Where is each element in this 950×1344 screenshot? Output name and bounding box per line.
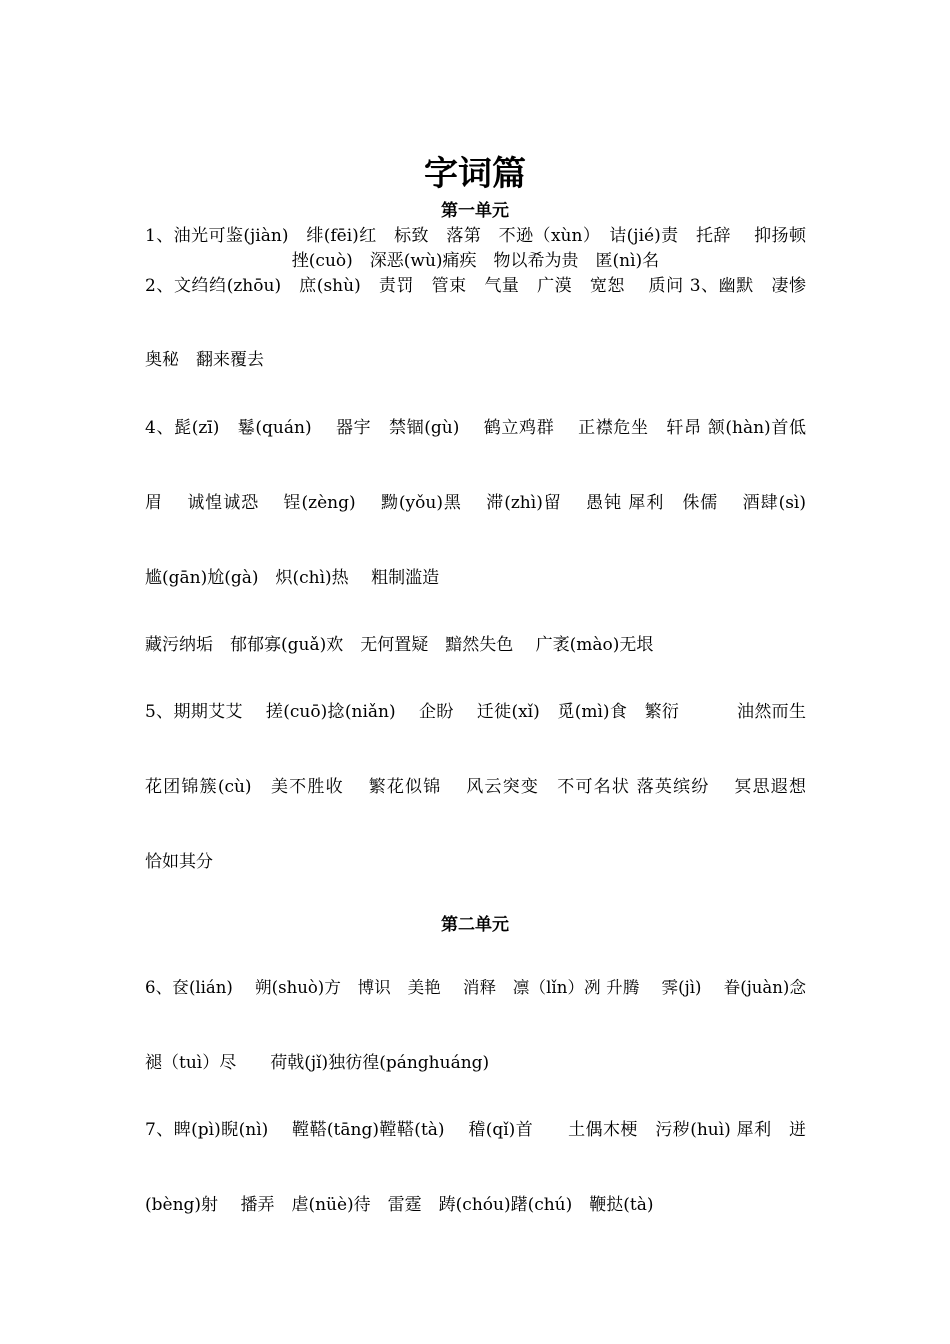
unit-1-line-2: 挫(cuò) 深恶(wù)痛疾 物以希为贵 匿(nì)名 [291,251,660,271]
unit-1-line-10: 花团锦簇(cù) 美不胜收 繁花似锦 风云突变 不可名状 落英缤纷 冥思遐想 [145,777,806,797]
unit-1-heading: 第一单元 [441,201,509,221]
unit-1-line-7: 尴(gān)尬(gà) 炽(chì)热 粗制滥造 [145,568,440,588]
unit-1-line-11: 恰如其分 [145,852,213,872]
unit-2-line-1: 6、奁(lián) 朔(shuò)方 博识 美艳 消释 凛（lǐn）冽 升腾 霁(jì) 眷(juàn)念 [145,978,806,997]
unit-2-heading: 第二单元 [441,915,509,935]
unit-2-line-4: (bèng)射 播弄 虐(nüè)待 雷霆 踌(chóu)躇(chú) 鞭挞(tà) [145,1195,654,1215]
unit-1-line-3: 2、文绉绉(zhōu) 庶(shù) 责罚 管束 气量 广漠 宽恕 质问 3、幽默 凄惨 [145,276,806,296]
unit-1-line-1: 1、油光可鉴(jiàn) 绯(fēi)红 标致 落第 不逊（xùn） 诘(jié)责 托辞 抑扬顿 [145,226,806,246]
unit-1-line-9: 5、期期艾艾 搓(cuō)捻(niǎn) 企盼 迁徙(xǐ) 觅(mì)食 繁衍 油然而生 [145,702,806,722]
page-title: 字词篇 [424,154,526,194]
unit-2-line-3: 7、睥(pì)睨(nì) 鞺鞳(tāng)鞺鞳(tà) 稽(qǐ)首 土偶木梗 污秽(huì) 犀利 迸 [145,1120,806,1140]
unit-1-line-8: 藏污纳垢 郁郁寡(guǎ)欢 无何置疑 黯然失色 广袤(mào)无垠 [145,635,654,655]
unit-1-line-5: 4、髭(zī) 鬈(quán) 器宇 禁锢(gù) 鹤立鸡群 正襟危坐 轩昂 颔(hàn)首低 [145,418,806,438]
unit-1-line-4: 奥秘 翻来覆去 [145,350,264,370]
unit-2-line-2: 褪（tuì）尽 荷戟(jǐ)独彷徨(pánghuáng) [145,1053,490,1073]
unit-1-line-6: 眉 诚惶诚恐 锃(zèng) 黝(yǒu)黑 滞(zhì)留 愚钝 犀利 侏儒 酒肆(sì) [145,493,806,513]
